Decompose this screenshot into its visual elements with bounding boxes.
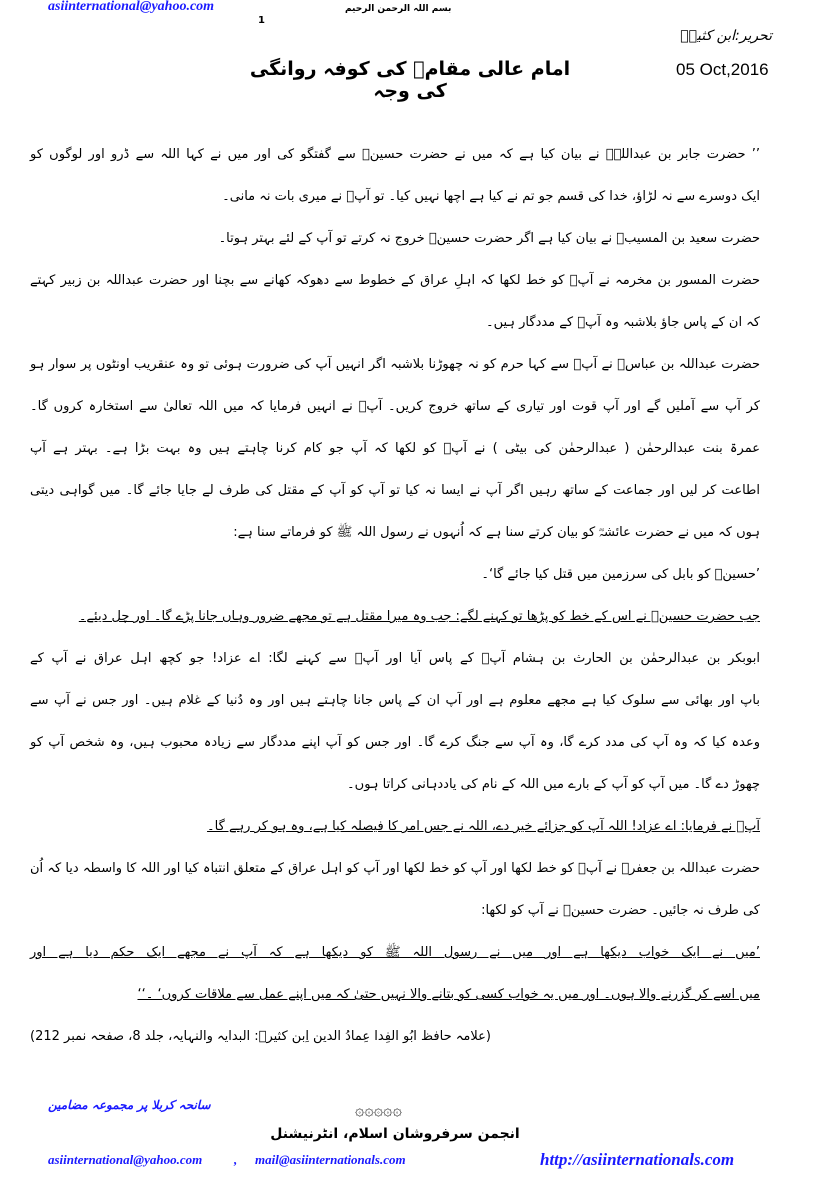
body-line: کہ ان کے پاس جاؤ بلاشبہ وہ آپؑ کے مددگار ہیں۔ <box>485 315 760 330</box>
email-separator: , <box>234 1152 238 1167</box>
body-line <box>30 607 760 627</box>
body-line: حضرت المسور بن مخرمہ نے آپؑ کو خط لکھا کہ اہلِ عراق کے خطوط سے دھوکہ کھانے سے بچنا اور حضرت عبداللہ بن زبیر کہتے <box>30 273 760 288</box>
collection-link[interactable]: سانحہ کربلا پر مجموعہ مضامین <box>48 1098 211 1112</box>
body-line: ہوں کہ میں نے حضرت عائشہؓ کو بیان کرتے سنا ہے کہ اُنہوں نے رسول اللہ ﷺ کو فرماتے سنا ہے: <box>233 525 760 540</box>
header-email-link[interactable]: asiinternational@yahoo.com <box>48 0 215 14</box>
body-line <box>30 985 760 1005</box>
footer-email2-link[interactable]: mail@asiinternationals.com <box>255 1152 406 1167</box>
body-line: حضرت عبداللہ بن جعفرؓ نے آپؑ کو خط لکھا اور آپ کو خط لکھا اور آپ کو اہل عراق کے متعلق انتباہ کیا اور اللہ کا واسطہ دیا کہ اُن <box>30 861 760 876</box>
underlined-text: آپؑ نے فرمایا: اے عزاد! اللہ آپ کو جزائے خیر دے، اللہ نے جس امر کا فیصلہ کیا ہے، وہ ہو کر رہے گا۔ <box>207 819 760 834</box>
body-line: چھوڑ دے گا۔ میں آپ کو آپ کے بارے میں اللہ کے نام کی یاددہانی کراتا ہوں۔ <box>347 777 760 792</box>
website-link[interactable]: http://asiinternationals.com <box>540 1150 735 1169</box>
body-line: کی طرف نہ جائیں۔ حضرت حسینؑ نے آپ کو لکھا: <box>481 903 760 918</box>
body-line: ابوبکر بن عبدالرحمٰن بن الحارث بن ہشام آپؑ کے پاس آیا اور آپؑ سے کہنے لگا: اے عزاد! جو کچھ اہل عراق نے آپ کے <box>30 651 760 666</box>
page-title: امام عالی مقامؑ کی کوفہ روانگی کی وجہ <box>249 58 571 102</box>
ornament: ۞۞۞۞۞ <box>355 1100 402 1119</box>
body-line: کر آپ سے آملیں گے اور آپ قوت اور تیاری کے ساتھ خروج کریں۔ آپؑ نے انہیں فرمایا کہ میں اللہ تعالیٰ سے استخارہ کروں گا۔ <box>30 399 760 414</box>
body-line: حضرت عبداللہ بن عباسؓ نے آپؑ سے کہا حرم کو نہ چھوڑنا بلاشبہ اگر انہیں آپ کی ضرورت ہوئی تو وہ عنقریب اونٹوں پر سوار ہو <box>30 357 760 372</box>
article-body <box>30 145 760 1069</box>
underlined-text: جب حضرت حسینؑ نے اس کے خط کو پڑھا تو کہنے لگے: جب وہ میرا مقتل ہے تو مجھے ضرور وہاں جانا پڑے گا۔ اور چل دیئے۔ <box>78 609 760 624</box>
footer-email-link[interactable]: asiinternational@yahoo.com <box>48 1152 203 1167</box>
body-line: اطاعت کر لیں اور جماعت کے ساتھ رہیں اگر آپ نے ایسا نہ کیا تو آپ کو آپ کے مقتل کی طرف لے جایا جائے گا۔ میں گواہی دیتی <box>30 483 760 498</box>
author-byline: تحریر:ابن کثیرؒ <box>680 28 772 44</box>
article-date: 05 Oct,2016 <box>676 60 769 79</box>
underlined-text: میں اسے کر گزرنے والا ہوں۔ اور میں یہ خواب کسی کو بتانے والا نہیں حتیٰ کہ میں اپنے عمل سے ملاقات کروں‘ ۔‘‘ <box>137 987 760 1002</box>
page-number: 1 <box>258 15 265 26</box>
organization-name: انجمن سرفروشان اسلام، انٹرنیشنل <box>270 1126 520 1142</box>
body-line: ’حسینؑ کو بابل کی سرزمین میں قتل کیا جائے گا‘۔ <box>481 567 760 582</box>
bismillah: بسم اللہ الرحمن الرحیم <box>345 4 452 14</box>
body-line: حضرت سعید بن المسیبؒ نے بیان کیا ہے اگر حضرت حسینؑ خروج نہ کرتے تو آپ کے لئے بہتر ہوتا۔ <box>218 231 760 246</box>
body-line: باپ اور بھائی سے سلوک کیا ہے مجھے معلوم ہے اور آپ ان کے پاس جانا چاہتے ہیں اور وہ دُنیا کے غلام ہیں۔ اور جس نے آپ سے <box>30 693 760 708</box>
body-line: ’میں نے ایک خواب دیکھا ہے اور میں نے رسول اللہ ﷺ کو دیکھا ہے کہ آپ نے مجھے ایک حکم دیا ہے اور <box>30 945 760 960</box>
body-line: عمرۃ بنت عبدالرحمٰن ( عبدالرحمٰن کی بیٹی ) نے آپؑ کو لکھا کہ آپ جو کام کرنا چاہتے ہیں وہ بہت بڑا ہے۔ بہتر ہے آپ <box>30 441 760 456</box>
body-line: وعدہ کیا کہ وہ آپ کی مدد کرے گا، وہ آپ سے جنگ کرے گا۔ اور جس کو آپ اپنے مددگار سے زیادہ محبوب ہیں، وہ شخص آپ کو <box>30 735 760 750</box>
body-line: ایک دوسرے سے نہ لڑاؤ، خدا کی قسم جو تم نے کیا ہے اچھا نہیں کیا۔ تو آپؑ نے میری بات نہ مانی۔ <box>222 189 760 204</box>
body-line: ’’ حضرت جابر بن عبداللہؓ نے بیان کیا ہے کہ میں نے حضرت حسینؑ سے گفتگو کی اور میں نے کہا اللہ سے ڈرو اور لوگوں کو <box>30 147 760 162</box>
body-line <box>30 817 760 837</box>
citation: (علامہ حافظ ابُو الفِدا عِمادُ الدین اِبن کثیرؒ: البدایہ والنہایہ، جلد 8، صفحہ نمبر 212) <box>30 1029 491 1044</box>
